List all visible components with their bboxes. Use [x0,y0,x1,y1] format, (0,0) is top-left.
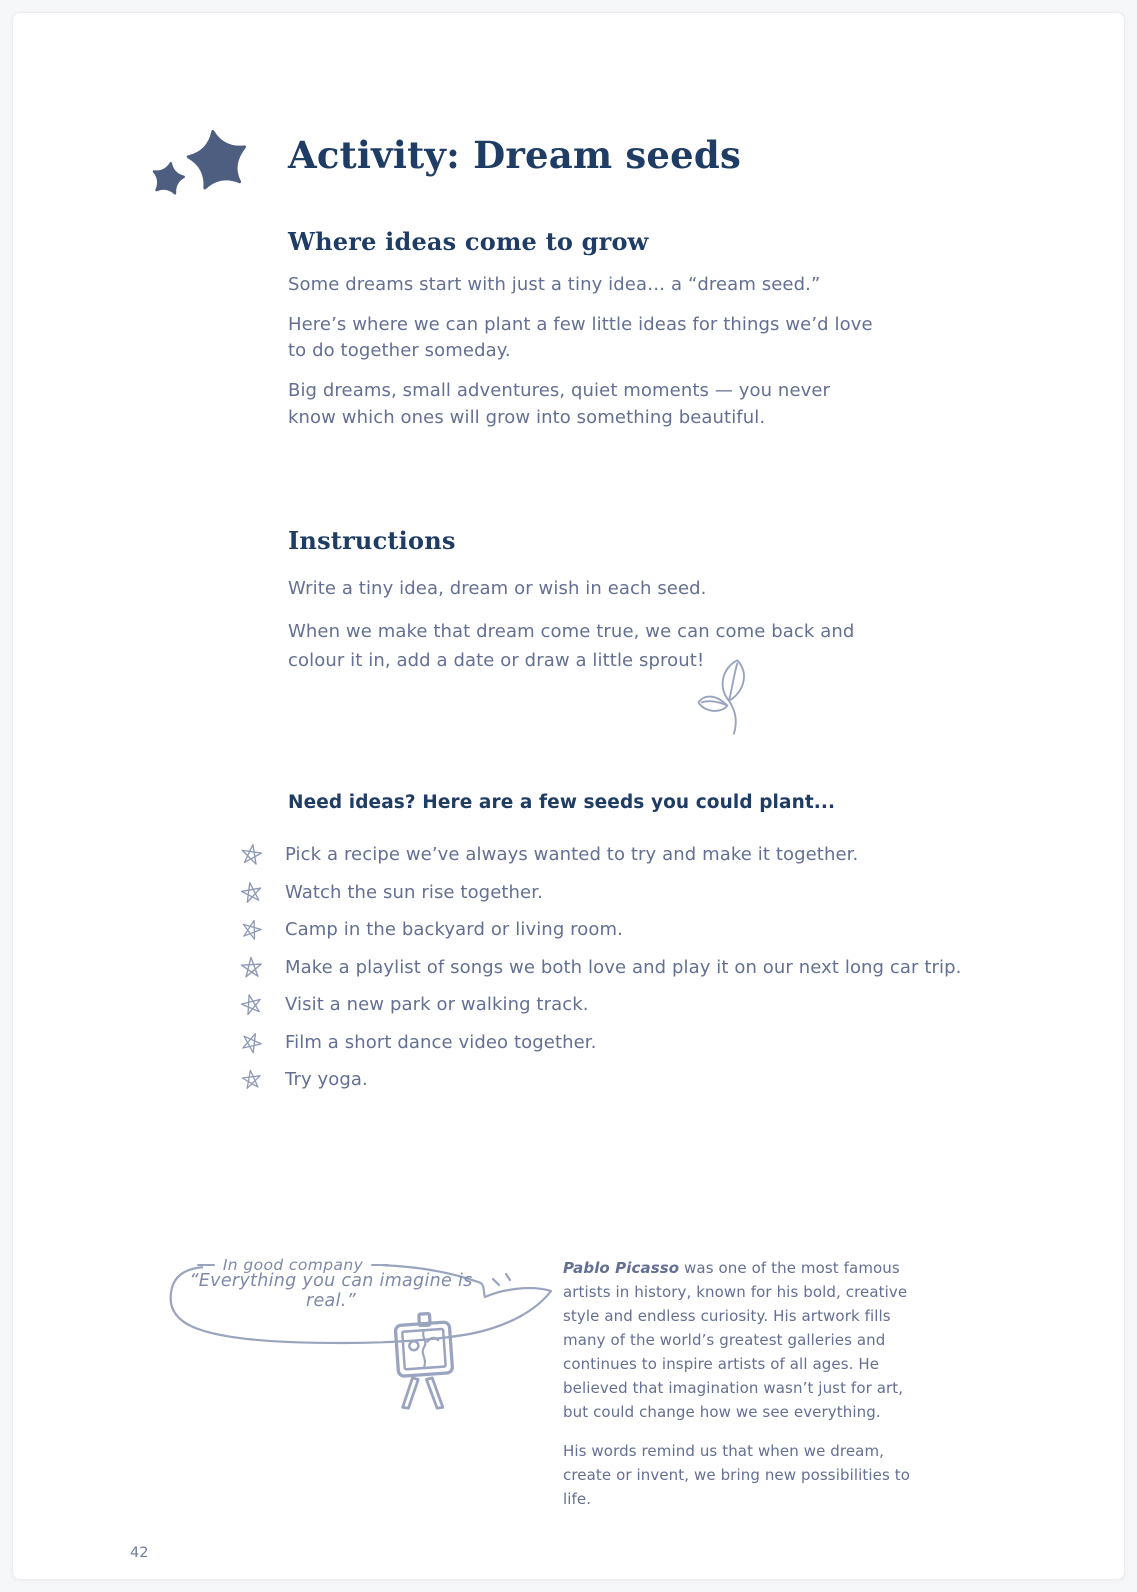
list-item [239,956,1039,980]
list-item [239,993,1039,1017]
star-bullet-icon [239,917,265,942]
star-bullet-icon [239,880,265,905]
sprout-icon [696,653,762,741]
idea-text: Make a playlist of songs we both love and play it on our next long car trip. [285,956,962,978]
star-bullet-icon [239,842,265,867]
section-heading-instructions: Instructions [288,526,456,555]
document-page [12,12,1125,1580]
picasso-bio [563,1256,929,1526]
bio-paragraph [563,1256,929,1424]
picasso-easel-icon [383,1309,465,1427]
star-bullet-icon [239,955,265,980]
bio-paragraph: His words remind us that when we dream, create or invent, we bring new possibilities to life. [563,1442,911,1508]
idea-text: Watch the sun rise together. [285,881,543,903]
star-bullet-icon [239,1030,265,1055]
idea-text: Try yoga. [285,1069,368,1090]
idea-list [239,843,1039,1106]
list-item [239,918,1039,942]
instructions-paragraphs [288,575,888,689]
instructions-paragraph: When we make that dream come true, we can come back and colour it in, add a date or draw a little sprout! [288,620,855,671]
star-bullet-icon [239,1067,265,1092]
star-bullet-icon [239,992,265,1017]
instructions-paragraph: Write a tiny idea, dream or wish in each seed. [288,578,707,599]
idea-text: Film a short dance video together. [285,1031,597,1053]
label-dash-left [197,1264,215,1266]
idea-text: Visit a new park or walking track. [285,994,589,1015]
page-title: Activity: Dream seeds [288,133,742,177]
list-item [239,1031,1039,1055]
idea-text: Pick a recipe we’ve always wanted to try and make it together. [285,844,859,865]
intro-paragraphs [288,272,878,444]
intro-paragraph: Big dreams, small adventures, quiet moments — you never know which ones will grow into something beautiful. [288,379,831,428]
list-item [239,1068,1039,1092]
list-item [239,843,1039,867]
bio-text: was one of the most famous artists in history, known for his bold, creative style and endless curiosity. His artwork fills many of the world’s greatest galleries and continues to inspire artists of all ages. He believed that imagination wasn’t just for art, but could change how we see everything. [563,1259,908,1421]
idea-text: Camp in the backyard or living room. [285,919,623,940]
bio-name: Pablo Picasso [563,1259,680,1277]
quote-text: “Everything you can imagine is real.” [189,1271,473,1311]
page-number: 42 [130,1545,149,1561]
label-dash-right [371,1264,389,1266]
two-stars-icon [150,123,255,201]
intro-paragraph: Here’s where we can plant a few little ideas for things we’d love to do together someday. [288,313,873,362]
quote-label-text: In good company [222,1256,364,1274]
ideas-heading: Need ideas? Here are a few seeds you could plant... [288,792,836,813]
list-item [239,881,1039,905]
section-heading-where-ideas: Where ideas come to grow [288,227,649,256]
intro-paragraph: Some dreams start with just a tiny idea… a “dream seed.” [288,274,821,295]
